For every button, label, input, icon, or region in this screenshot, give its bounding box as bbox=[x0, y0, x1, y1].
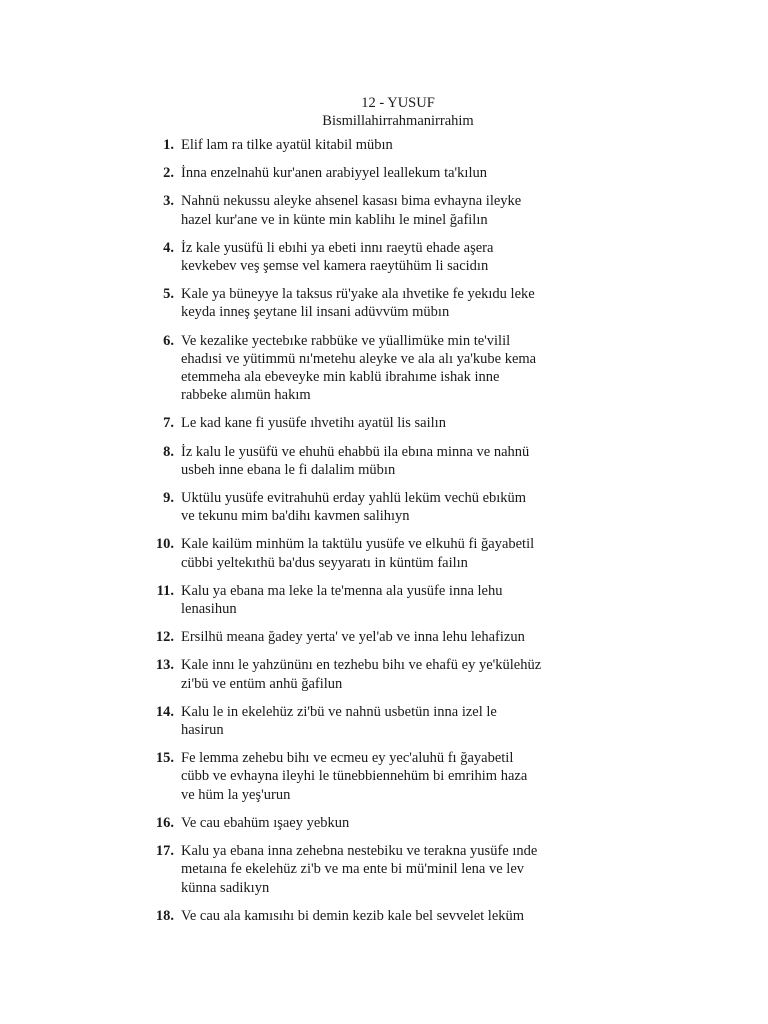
verse-text: Kalu ya ebana inna zehebna nestebiku ve terakna yusüfe ınde metaına fe ekelehüz zi'b ve ma ente bi mü'minil lena ve lev künna sadikıyn bbox=[181, 843, 538, 896]
verse-item bbox=[150, 489, 570, 525]
verse-item bbox=[150, 164, 570, 182]
verse-item bbox=[150, 814, 570, 832]
verse-text: Ersilhü meana ğadey yerta' ve yel'ab ve inna lehu lehafizun bbox=[181, 629, 525, 646]
verse-list bbox=[150, 136, 570, 935]
verse-item bbox=[150, 414, 570, 432]
verse-text: Kalu le in ekelehüz zi'bü ve nahnü usbetün inna izel le hasirun bbox=[181, 703, 497, 739]
verse-item bbox=[150, 443, 570, 479]
surah-header bbox=[0, 94, 768, 130]
verse-number: 6. bbox=[163, 332, 174, 349]
basmala: Bismillahirrahmanirrahim bbox=[322, 113, 474, 129]
verse-text: Uktülu yusüfe evitrahuhü erday yahlü leküm vechü ebıküm ve tekunu mim ba'dihı kavmen salihıyn bbox=[181, 490, 527, 525]
verse-number: 15. bbox=[155, 750, 174, 767]
verse-item bbox=[150, 239, 570, 275]
verse-text: Ve kezalike yectebıke rabbüke ve yüallimüke min te'vilil ehadısi ve yütimmü nı'metehu aleyke ve ala alı ya'kube kema etemmeha ala ebeveyke min kablü ibrahıme ishak inne rabbeke alımün hakım bbox=[181, 332, 537, 404]
verse-text: Kale innı le yahzününı en tezhebu bihı ve ehafü ey ye'külehüz zi'bü ve entüm anhü ğafilun bbox=[181, 657, 542, 692]
verse-item bbox=[150, 582, 570, 618]
verse-item bbox=[150, 749, 570, 804]
verse-number: 16. bbox=[155, 814, 174, 831]
verse-text: Kale ya büneyye la taksus rü'yake ala ıhvetike fe yekıdu leke keyda inneş şeytane lil insani adüvvüm mübın bbox=[181, 286, 535, 321]
verse-text: Ve cau ebahüm ışaey yebkun bbox=[181, 814, 350, 831]
verse-number: 3. bbox=[163, 193, 174, 210]
verse-number: 9. bbox=[163, 490, 174, 507]
verse-item bbox=[150, 842, 570, 897]
verse-text: Kale kailüm minhüm la taktülu yusüfe ve elkuhü fi ğayabetil cübbi yeltekıthü ba'dus seyyaratı in küntüm failın bbox=[181, 536, 535, 571]
verse-number: 14. bbox=[155, 703, 174, 720]
verse-text: Nahnü nekussu aleyke ahsenel kasası bima evhayna ileyke hazel kur'ane ve in künte min kablihı le minel ğafilın bbox=[181, 193, 522, 228]
verse-number: 11. bbox=[156, 582, 174, 599]
verse-text: İz kalu le yusüfü ve ehuhü ehabbü ila ebına minna ve nahnü usbeh inne ebana le fi dalalim mübın bbox=[181, 443, 530, 478]
verse-number: 12. bbox=[155, 629, 174, 646]
verse-item bbox=[150, 285, 570, 321]
verse-item bbox=[150, 703, 570, 739]
verse-number: 17. bbox=[155, 843, 174, 860]
verse-item bbox=[150, 628, 570, 646]
verse-text: Ve cau ala kamısıhı bi demin kezib kale bel sevvelet leküm bbox=[181, 907, 525, 924]
verse-item bbox=[150, 332, 570, 405]
verse-item bbox=[150, 907, 570, 925]
verse-item bbox=[150, 136, 570, 154]
verse-item bbox=[150, 192, 570, 228]
verse-number: 7. bbox=[163, 415, 174, 432]
verse-number: 13. bbox=[155, 657, 174, 674]
verse-text: Elif lam ra tilke ayatül kitabil mübın bbox=[181, 137, 393, 153]
verse-text: İnna enzelnahü kur'anen arabiyyel leallekum ta'kılun bbox=[181, 165, 487, 182]
verse-number: 2. bbox=[163, 165, 174, 182]
verse-item bbox=[150, 656, 570, 692]
verse-number: 4. bbox=[163, 239, 174, 256]
verse-text: İz kale yusüfü li ebıhi ya ebeti innı raeytü ehade aşera kevkebev veş şemse vel kamera raeytühüm li sacidın bbox=[181, 239, 494, 275]
surah-title: 12 - YUSUF bbox=[361, 95, 435, 111]
verse-number: 8. bbox=[163, 443, 174, 460]
verse-item bbox=[150, 535, 570, 571]
verse-number: 18. bbox=[155, 907, 174, 924]
verse-text: Le kad kane fi yusüfe ıhvetihı ayatül lis sailın bbox=[181, 415, 446, 432]
verse-text: Kalu ya ebana ma leke la te'menna ala yusüfe inna lehu lenasihun bbox=[181, 582, 503, 618]
verse-number: 5. bbox=[163, 286, 174, 303]
verse-text: Fe lemma zehebu bihı ve ecmeu ey yec'aluhü fı ğayabetil cübb ve evhayna ileyhi le tünebbiennehüm bi emrihim haza ve hüm la yeş'urun bbox=[181, 750, 528, 803]
verse-number: 10. bbox=[155, 536, 174, 553]
verse-number: 1. bbox=[163, 137, 174, 153]
